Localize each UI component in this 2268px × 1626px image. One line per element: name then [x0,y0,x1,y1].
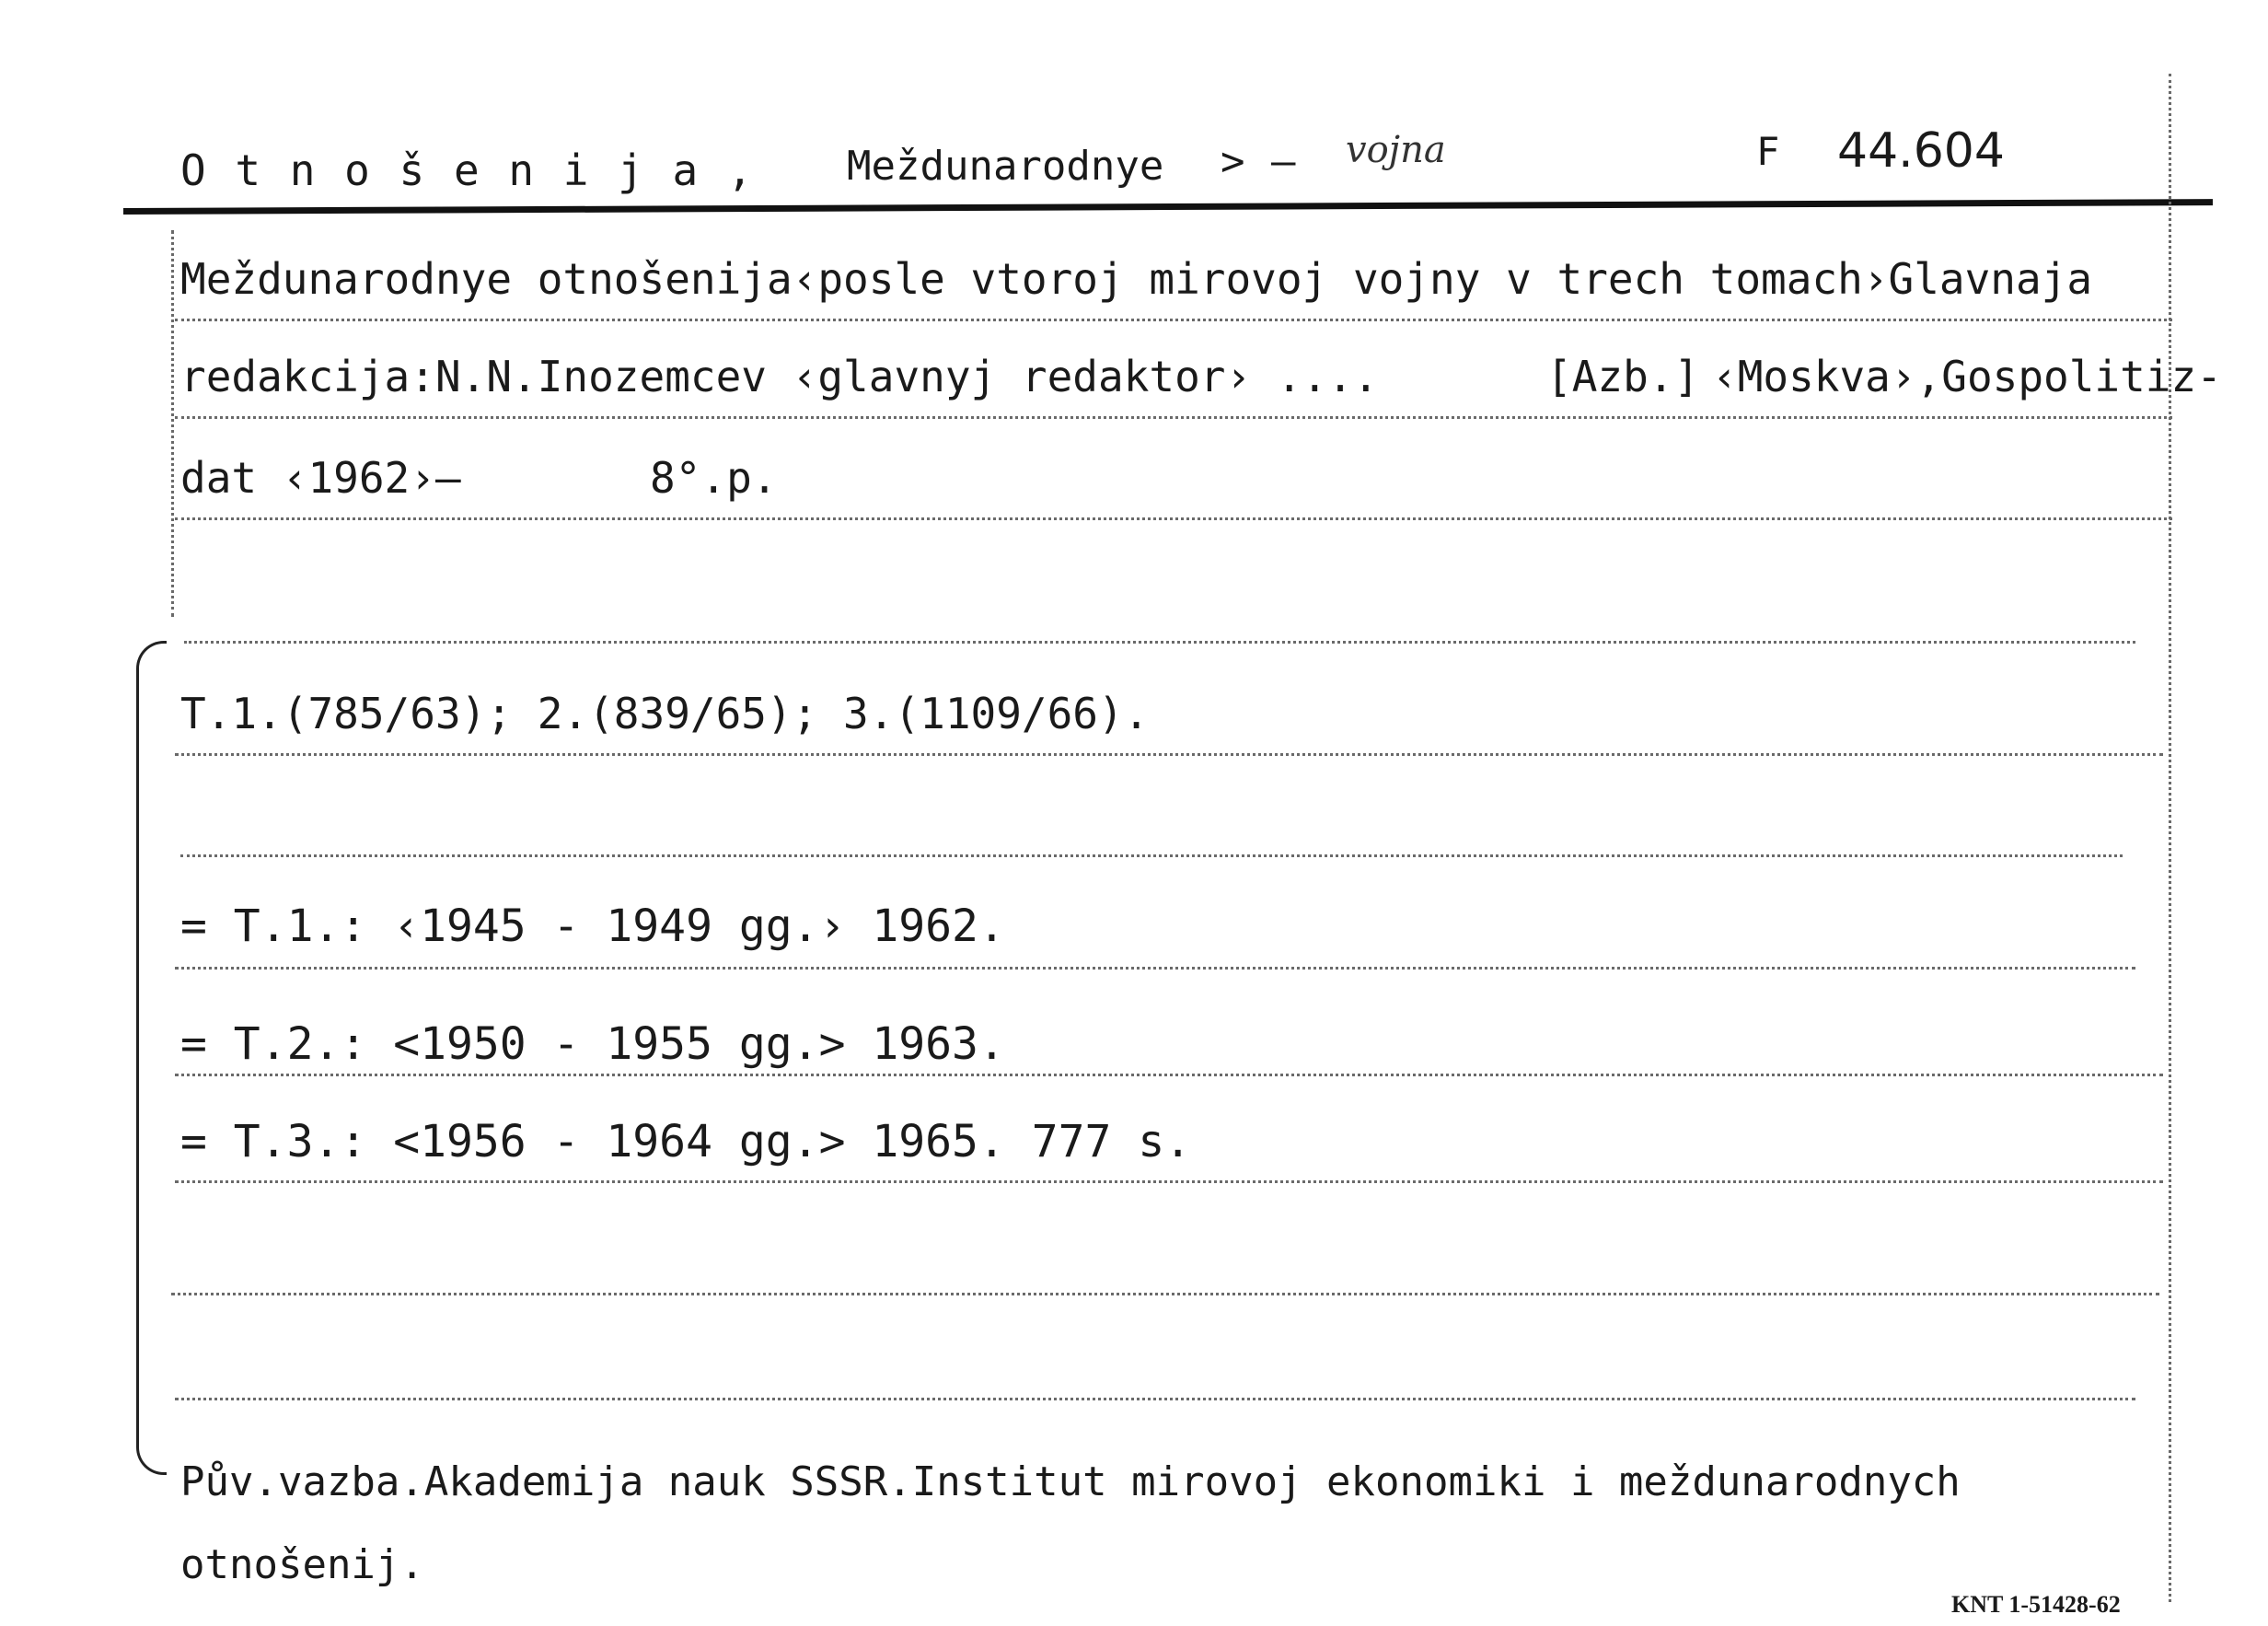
footnote-line-1: Pův.vazba.Akademija nauk SSSR.Institut mirovoj ekonomiki i meždunarodnych [180,1458,1961,1505]
call-number: 44.604 [1837,123,2005,179]
entry-line-3a: dat ‹1962›– [180,453,461,503]
entry-line-2a: redakcija:N.N.Inozemcev ‹glavnyj redaktor› .... [180,352,1379,401]
subject-qualifier: Meždunarodnye [847,143,1164,190]
entry-line-1: Meždunarodnye otnošenija‹posle vtoroj mirovoj vojny v trech tomach›Glavnaja [180,254,2093,304]
handwritten-bracket [136,641,167,1475]
handwritten-note: vojna [1346,129,1446,171]
dotted-rule [184,641,2135,644]
left-margin-dots [171,230,174,617]
volumes-summary: T.1.(785/63); 2.(839/65); 3.(1109/66). [180,689,1150,738]
dotted-rule [175,967,2135,970]
call-prefix: F [1756,129,1781,174]
volume-3: = T.3.: <1956 - 1964 gg.> 1965. 777 s. [180,1116,1192,1167]
dotted-rule [175,319,2172,321]
header-rule [123,199,2213,215]
dotted-rule [171,1293,2159,1295]
dotted-rule [175,416,2172,419]
entry-line-3b: 8°.p. [650,453,778,503]
footnote-line-2: otnošenij. [180,1541,424,1588]
dotted-rule [180,854,2123,857]
qualifier-mark: > – [1221,138,1297,185]
dotted-rule [175,1180,2163,1183]
volume-2: = T.2.: <1950 - 1955 gg.> 1963. [180,1018,1005,1070]
dotted-rule [175,1074,2163,1076]
subject-heading: O t n o š e n i j a , [180,145,755,195]
entry-line-2c: ‹Moskva›,Gospolitiz- [1712,352,2222,401]
dotted-rule [175,1398,2135,1400]
form-code: KNT 1-51428-62 [1951,1591,2121,1618]
volume-1: = T.1.: ‹1945 - 1949 gg.› 1962. [180,900,1005,952]
dotted-rule [175,517,2172,520]
dotted-rule [175,753,2163,756]
entry-line-2b: [Azb.] [1546,352,1700,401]
right-border [2169,74,2171,1602]
